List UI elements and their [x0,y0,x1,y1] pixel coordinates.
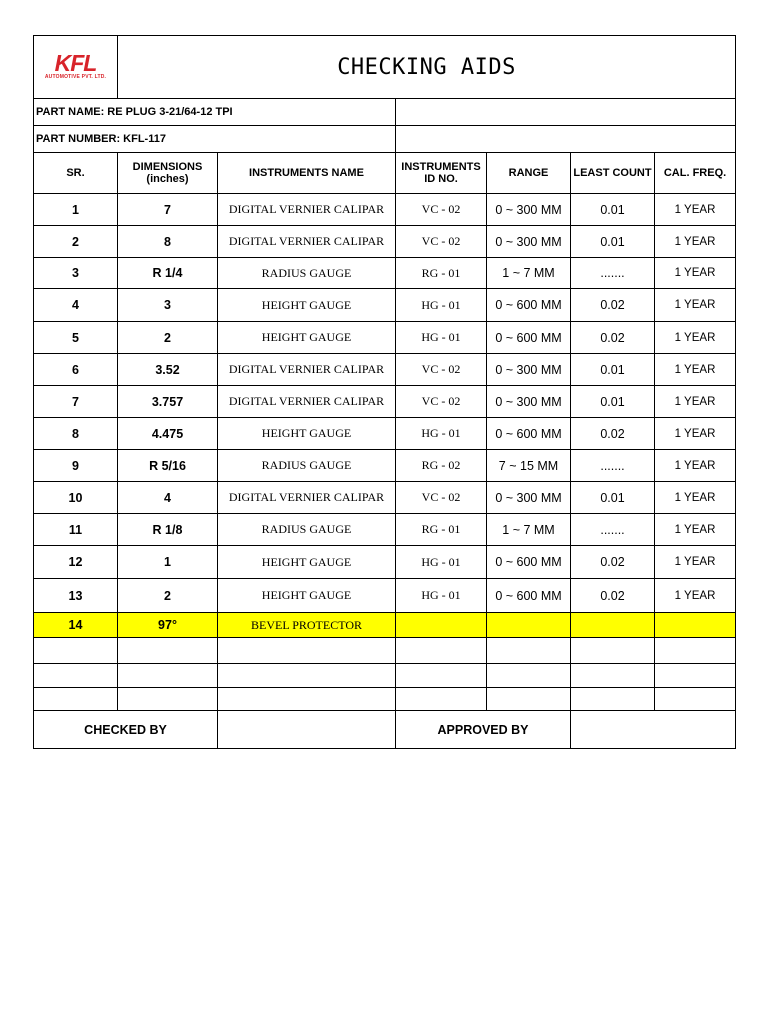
cal-freq-cell: 1 YEAR [655,546,736,579]
instrument-name-cell: RADIUS GAUGE [218,258,396,289]
part-name: PART NAME: RE PLUG 3-21/64-12 TPI [34,99,396,126]
cal-freq-cell: 1 YEAR [655,194,736,226]
col-header-sr: SR. [34,153,118,194]
checking-aids-sheet [33,35,736,749]
dimension-cell: 4.475 [118,418,218,450]
table-row [34,386,736,418]
sr-cell: 14 [34,613,118,638]
checked-by-label: CHECKED BY [34,711,218,749]
empty-cell [655,638,736,664]
empty-cell [396,664,487,688]
empty-row [34,664,736,688]
empty-cell [571,664,655,688]
instrument-name-cell: HEIGHT GAUGE [218,546,396,579]
col-header-instrument-name: INSTRUMENTS NAME [218,153,396,194]
dimension-cell: 4 [118,482,218,514]
instrument-name-cell: DIGITAL VERNIER CALIPAR [218,482,396,514]
sr-cell: 8 [34,418,118,450]
sr-cell: 13 [34,579,118,613]
table-row [34,354,736,386]
dimension-cell: 2 [118,579,218,613]
checked-by-signature-box [218,711,396,749]
instrument-id-cell: HG - 01 [396,546,487,579]
empty-cell [218,638,396,664]
dimension-cell: R 1/8 [118,514,218,546]
table-row [34,514,736,546]
part-number-row [34,126,736,153]
logo-subtext: AUTOMOTIVE PVT. LTD. [44,73,107,80]
cal-freq-cell: 1 YEAR [655,418,736,450]
cal-freq-cell: 1 YEAR [655,450,736,482]
sr-cell: 10 [34,482,118,514]
cal-freq-cell: 1 YEAR [655,289,736,322]
dimension-cell: 3.52 [118,354,218,386]
instrument-id-cell: RG - 01 [396,258,487,289]
empty-cell [34,688,118,711]
instrument-id-cell: VC - 02 [396,354,487,386]
empty-cell [487,688,571,711]
col-header-range: RANGE [487,153,571,194]
least-count-cell: ....... [571,450,655,482]
table-row [34,579,736,613]
table-row [34,418,736,450]
part-name-row [34,99,736,126]
range-cell: 0 ~ 300 MM [487,194,571,226]
empty-cell [396,688,487,711]
cal-freq-cell: 1 YEAR [655,226,736,258]
instrument-id-cell: VC - 02 [396,194,487,226]
instrument-id-cell: HG - 01 [396,289,487,322]
cal-freq-cell [655,613,736,638]
range-cell: 0 ~ 300 MM [487,226,571,258]
range-cell: 1 ~ 7 MM [487,258,571,289]
instrument-name-cell: DIGITAL VERNIER CALIPAR [218,386,396,418]
instrument-name-cell: HEIGHT GAUGE [218,322,396,354]
empty-cell [487,664,571,688]
instrument-name-cell: DIGITAL VERNIER CALIPAR [218,194,396,226]
range-cell: 0 ~ 600 MM [487,546,571,579]
col-header-dimensions: DIMENSIONS (inches) [118,153,218,194]
least-count-cell: 0.02 [571,579,655,613]
cal-freq-cell: 1 YEAR [655,258,736,289]
title-row [34,36,736,99]
empty-cell [34,664,118,688]
approved-by-label: APPROVED BY [396,711,571,749]
sr-cell: 6 [34,354,118,386]
column-header-row [34,153,736,194]
empty-cell [396,638,487,664]
empty-cell [571,688,655,711]
logo-cell [34,36,118,99]
dimension-cell: 97° [118,613,218,638]
cal-freq-cell: 1 YEAR [655,514,736,546]
empty-cell [118,688,218,711]
least-count-cell: 0.01 [571,194,655,226]
least-count-cell: 0.02 [571,289,655,322]
dimension-cell: 3.757 [118,386,218,418]
dimension-cell: R 1/4 [118,258,218,289]
sr-cell: 12 [34,546,118,579]
sr-cell: 1 [34,194,118,226]
empty-cell [655,688,736,711]
dimension-cell: 8 [118,226,218,258]
dimension-cell: 7 [118,194,218,226]
instrument-id-cell: VC - 02 [396,226,487,258]
least-count-cell: 0.01 [571,386,655,418]
range-cell: 0 ~ 600 MM [487,579,571,613]
instrument-name-cell: DIGITAL VERNIER CALIPAR [218,226,396,258]
cal-freq-cell: 1 YEAR [655,579,736,613]
empty-cell [571,638,655,664]
instrument-name-cell: DIGITAL VERNIER CALIPAR [218,354,396,386]
cal-freq-cell: 1 YEAR [655,322,736,354]
instrument-id-cell: VC - 02 [396,482,487,514]
range-cell: 0 ~ 600 MM [487,289,571,322]
cal-freq-cell: 1 YEAR [655,354,736,386]
instrument-name-cell: BEVEL PROTECTOR [218,613,396,638]
part-number-blank [396,126,736,153]
sr-cell: 9 [34,450,118,482]
empty-cell [218,664,396,688]
range-cell: 1 ~ 7 MM [487,514,571,546]
table-row [34,450,736,482]
least-count-cell: 0.02 [571,418,655,450]
instrument-name-cell: RADIUS GAUGE [218,514,396,546]
empty-row [34,638,736,664]
least-count-cell: ....... [571,514,655,546]
col-header-instrument-id: INSTRUMENTS ID NO. [396,153,487,194]
instrument-id-cell: HG - 01 [396,322,487,354]
table-row [34,546,736,579]
empty-cell [118,638,218,664]
instrument-name-cell: HEIGHT GAUGE [218,289,396,322]
table-row [34,258,736,289]
least-count-cell: 0.02 [571,546,655,579]
instrument-id-cell: RG - 02 [396,450,487,482]
least-count-cell: 0.01 [571,354,655,386]
sr-cell: 2 [34,226,118,258]
instrument-id-cell [396,613,487,638]
range-cell: 0 ~ 300 MM [487,386,571,418]
least-count-cell: 0.01 [571,482,655,514]
empty-cell [218,688,396,711]
range-cell: 0 ~ 300 MM [487,354,571,386]
instrument-name-cell: HEIGHT GAUGE [218,418,396,450]
least-count-cell [571,613,655,638]
sr-cell: 4 [34,289,118,322]
instrument-id-cell: VC - 02 [396,386,487,418]
range-cell: 0 ~ 300 MM [487,482,571,514]
sr-cell: 5 [34,322,118,354]
table-row [34,322,736,354]
range-cell: 0 ~ 600 MM [487,322,571,354]
table-row [34,226,736,258]
cal-freq-cell: 1 YEAR [655,482,736,514]
instrument-name-cell: HEIGHT GAUGE [218,579,396,613]
sr-cell: 7 [34,386,118,418]
approved-by-signature-box [571,711,736,749]
least-count-cell: 0.01 [571,226,655,258]
instrument-id-cell: HG - 01 [396,579,487,613]
cal-freq-cell: 1 YEAR [655,386,736,418]
empty-row [34,688,736,711]
range-cell: 7 ~ 15 MM [487,450,571,482]
dimension-cell: 1 [118,546,218,579]
empty-cell [34,638,118,664]
table-row [34,194,736,226]
col-header-least-count: LEAST COUNT [571,153,655,194]
company-logo [44,49,107,80]
instrument-id-cell: HG - 01 [396,418,487,450]
document-title: CHECKING AIDS [118,36,736,99]
sr-cell: 11 [34,514,118,546]
empty-cell [655,664,736,688]
range-cell: 0 ~ 600 MM [487,418,571,450]
part-name-blank [396,99,736,126]
dimension-cell: R 5/16 [118,450,218,482]
table-row [34,613,736,638]
instrument-name-cell: RADIUS GAUGE [218,450,396,482]
table-row [34,482,736,514]
instrument-id-cell: RG - 01 [396,514,487,546]
dimension-cell: 3 [118,289,218,322]
table-row [34,289,736,322]
signature-row [34,711,736,749]
least-count-cell: 0.02 [571,322,655,354]
sr-cell: 3 [34,258,118,289]
logo-mark: KFL [54,49,97,76]
col-header-cal-freq: CAL. FREQ. [655,153,736,194]
empty-cell [487,638,571,664]
least-count-cell: ....... [571,258,655,289]
empty-cell [118,664,218,688]
part-number: PART NUMBER: KFL-117 [34,126,396,153]
dimension-cell: 2 [118,322,218,354]
range-cell [487,613,571,638]
